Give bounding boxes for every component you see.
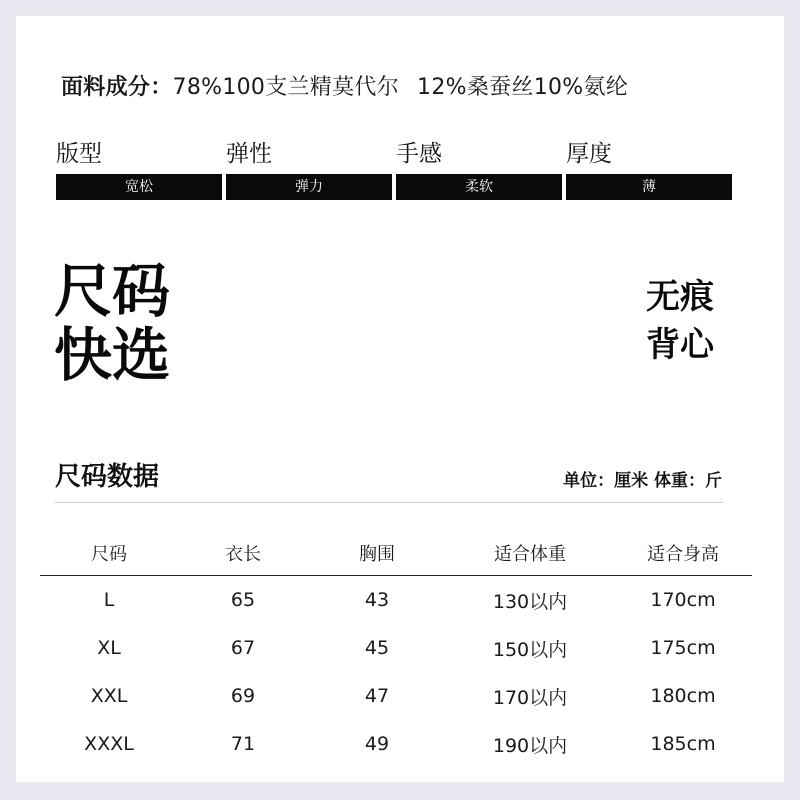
table-cell: XXXL: [84, 733, 134, 755]
size-data-title: 尺码数据: [55, 462, 160, 492]
table-cell: 180cm: [650, 685, 716, 707]
table-cell: 43: [364, 589, 390, 611]
table-cell: XL: [97, 637, 121, 659]
table-header-cell: 适合体重: [494, 544, 566, 565]
attribute-value-bar: 弹力: [226, 174, 392, 200]
attribute-thickness: [566, 136, 732, 200]
attribute-value-bar: 薄: [566, 174, 732, 200]
hero-title-line-2: 快选: [54, 321, 171, 389]
table-cell: 67: [230, 637, 256, 659]
table-header-cell: 胸围: [359, 544, 395, 565]
hero-title: [54, 259, 170, 387]
attribute-fit: [56, 136, 222, 200]
table-header-cell: 衣长: [225, 544, 261, 565]
table-cell: 65: [230, 589, 256, 611]
table-header-row: [40, 531, 752, 576]
fabric-composition: [61, 70, 628, 101]
table-cell: 170以内: [492, 686, 568, 709]
product-name-line-2: 背心: [646, 325, 714, 365]
table-row: [40, 576, 752, 624]
table-cell: 47: [364, 685, 390, 707]
table-cell: 45: [364, 637, 390, 659]
table-row: [40, 720, 752, 768]
table-row: [40, 624, 752, 672]
product-name-line-1: 无痕: [646, 277, 714, 317]
attribute-value-bar: 宽松: [56, 174, 222, 200]
product-name: [646, 273, 714, 369]
unit-note: 单位：厘米 体重：斤: [563, 471, 722, 491]
attribute-title: 手感: [396, 141, 442, 167]
attribute-feel: [396, 136, 562, 200]
fabric-part-1: 78%100支兰精莫代尔: [172, 75, 400, 100]
table-cell: 170cm: [650, 589, 716, 611]
attribute-title: 弹性: [226, 141, 272, 167]
table-header-cell: 适合身高: [647, 544, 719, 565]
table-cell: 49: [364, 733, 390, 755]
table-header-cell: 尺码: [91, 544, 127, 565]
spec-card: [16, 16, 784, 782]
table-cell: XXL: [90, 685, 128, 707]
table-row: [40, 672, 752, 720]
attribute-title: 厚度: [566, 141, 612, 167]
fabric-label: 面料成分：: [61, 75, 173, 100]
table-cell: 175cm: [650, 637, 716, 659]
table-cell: L: [103, 589, 115, 611]
table-cell: 190以内: [492, 734, 568, 757]
attribute-title: 版型: [56, 141, 102, 167]
attribute-value-bar: 柔软: [396, 174, 562, 200]
hero-title-line-1: 尺码: [54, 257, 171, 325]
fabric-part-2: 12%桑蚕丝10%氨纶: [417, 75, 629, 100]
size-table: [40, 531, 752, 768]
table-cell: 150以内: [492, 638, 568, 661]
table-cell: 130以内: [492, 590, 568, 613]
attribute-elasticity: [226, 136, 392, 200]
table-cell: 71: [230, 733, 256, 755]
table-cell: 69: [230, 685, 256, 707]
table-cell: 185cm: [650, 733, 716, 755]
section-divider: [55, 502, 723, 503]
